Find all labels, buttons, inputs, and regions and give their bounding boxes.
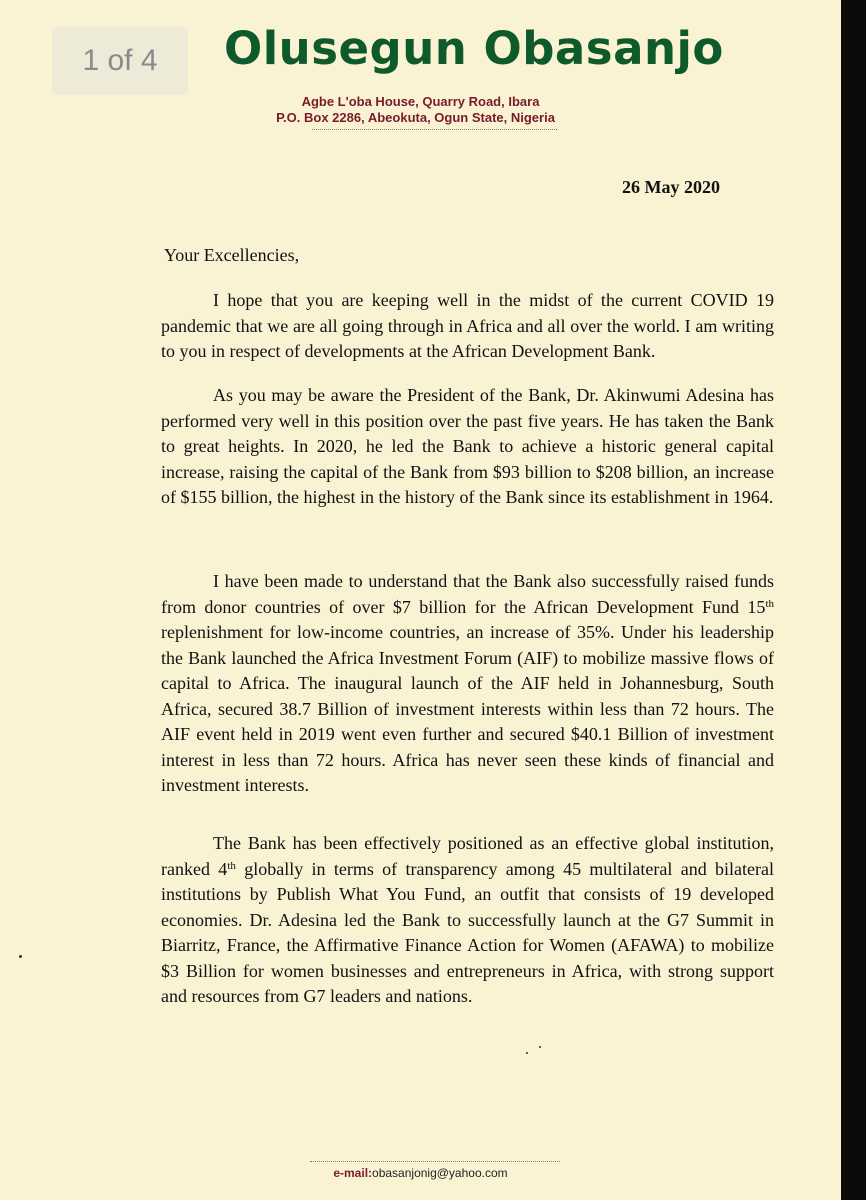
letterhead-address-line1: Agbe L'oba House, Quarry Road, Ibara: [301, 94, 540, 109]
scan-speck: [526, 1052, 528, 1054]
viewer-edge: [841, 0, 866, 1200]
letterhead-name: Olusegun Obasanjo: [224, 22, 724, 75]
scan-speck: [539, 1046, 541, 1048]
letter-paragraph-4-part-b: globally in terms of transparency among 45 multilateral and bilateral institutions by Publish What You Fund, an outfit that consists of 19 developed economies. Dr. Adesina led the Bank to successfully launch at the G7 Summit in Biarritz, France, the Affirmative Finance Action for Women (AFAWA) to mobilize $3 Billion for women businesses and entrepreneurs in Africa, with strong support and resources from G7 leaders and nations.: [161, 858, 774, 1006]
letter-date: 26 May 2020: [622, 177, 720, 197]
email-label: e-mail:: [333, 1166, 373, 1180]
scan-speck: [19, 955, 22, 958]
letterhead-divider: [312, 129, 557, 130]
letter-paragraph-4-part-a: The Bank has been effectively positioned as an effective global institution, ranked 4: [161, 833, 774, 879]
footer-divider: [310, 1161, 560, 1162]
letter-paragraph-3: [161, 569, 774, 799]
letter-salutation: Your Excellencies,: [164, 245, 300, 265]
letter-paragraph-1: I hope that you are keeping well in the midst of the current COVID 19 pandemic that we are all going through in Africa and all over the world. I am writing to you in respect of developments at the African Development Bank.: [161, 290, 774, 361]
letter-paragraph-3-part-b: replenishment for low-income countries, an increase of 35%. Under his leadership the Bank launched the Africa Investment Forum (AIF) to mobilize massive flows of capital to Africa. The inaugural launch of the AIF held in Johannesburg, South Africa, secured 38.7 Billion of investment interests within less than 72 hours. The AIF event held in 2019 went even further and secured $40.1 Billion of investment interest in less than 72 hours. Africa has never seen these kinds of financial and investment interests.: [161, 622, 774, 795]
letter-paragraph-4: [161, 831, 774, 1010]
email-address: obasanjonig@yahoo.com: [372, 1166, 508, 1180]
letter-paragraph-3-part-a: I have been made to understand that the Bank also successfully raised funds from donor countries of over $7 billion for the African Development Fund 15: [161, 571, 774, 617]
ordinal-suffix: th: [227, 859, 236, 872]
letter-paragraph-2: As you may be aware the President of the Bank, Dr. Akinwumi Adesina has performed very well in this position over the past five years. He has taken the Bank to great heights. In 2020, he led the Bank to achieve a historic general capital increase, raising the capital of the Bank from $93 billion to $208 billion, an increase of $155 billion, the highest in the history of the Bank since its establishment in 1964.: [161, 385, 774, 507]
page-indicator-badge: 1 of 4: [52, 27, 188, 95]
footer-contact: [0, 1166, 841, 1180]
ordinal-suffix: th: [765, 597, 774, 610]
letterhead-address-line2: P.O. Box 2286, Abeokuta, Ogun State, Nigeria: [276, 110, 555, 125]
